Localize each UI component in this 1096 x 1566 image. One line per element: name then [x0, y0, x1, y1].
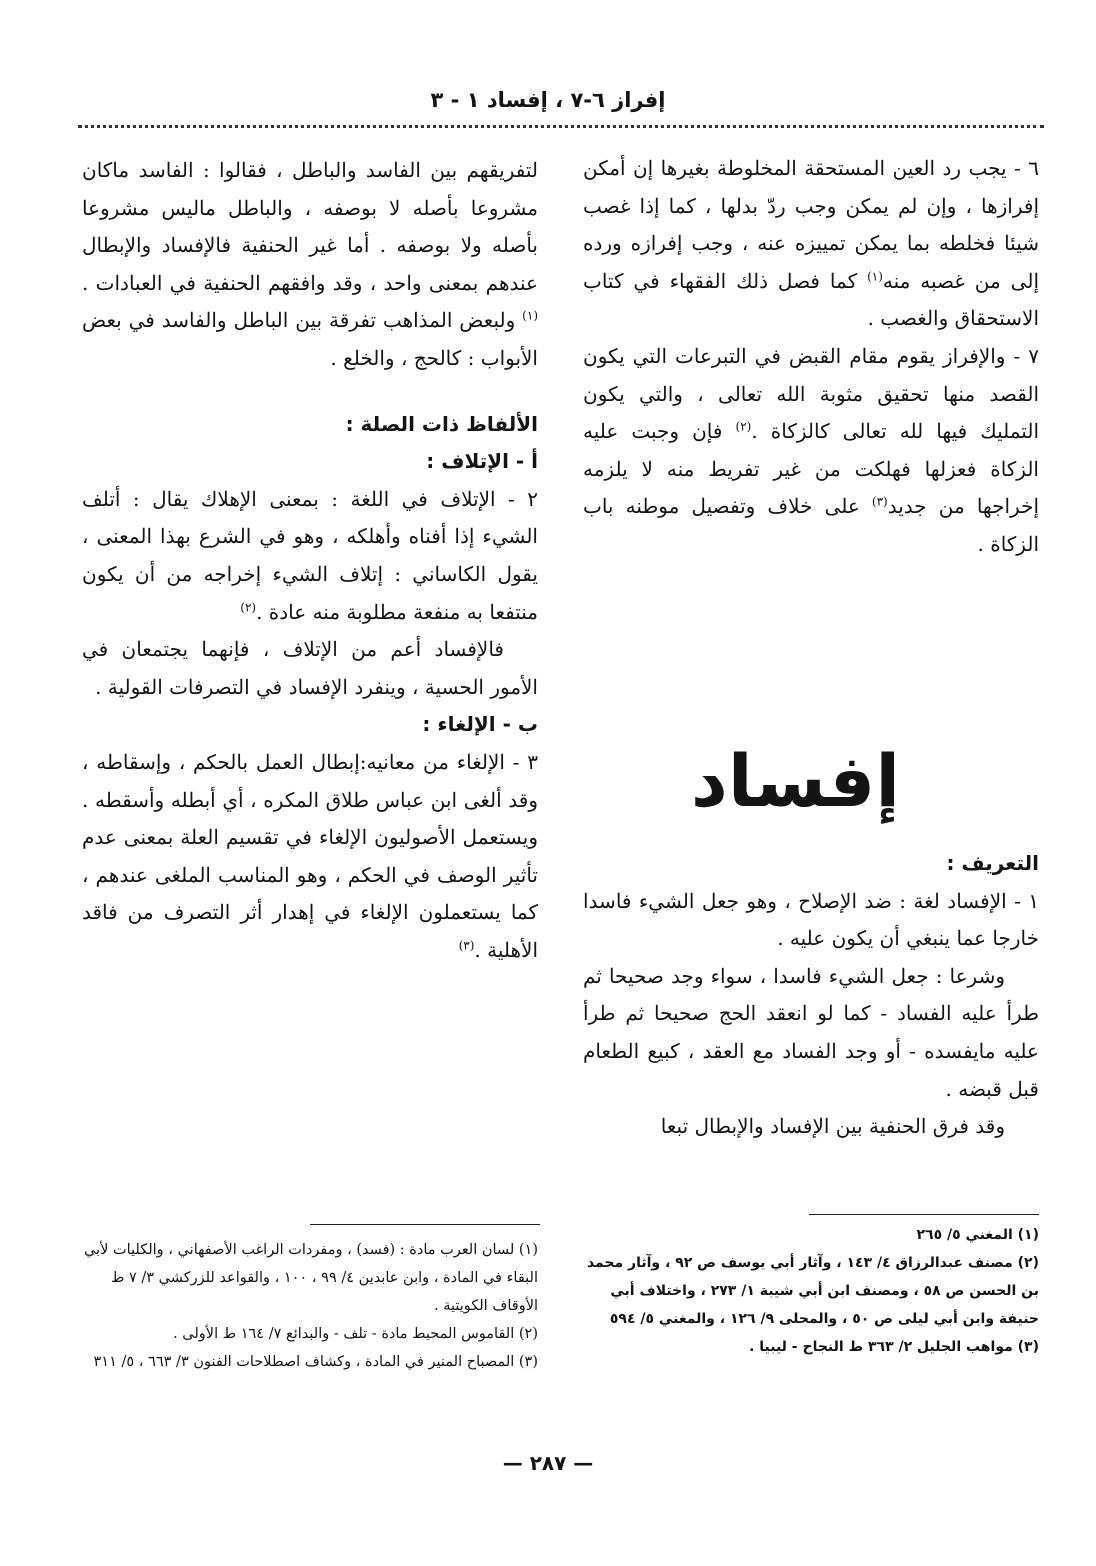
- spacer: [82, 378, 538, 406]
- footnote-mark: (٢): [735, 419, 752, 434]
- footnotes-left: [82, 1236, 538, 1376]
- left-column: [82, 152, 538, 969]
- footnote-rule-right: [809, 1214, 1039, 1215]
- subheading-ilgha: ب - الإلغاء :: [422, 712, 538, 737]
- footnote: (٣) المصباح المنير في المادة ، وكشاف اصطلاحات الفنون ٣/ ٦٦٣ ، ٥/ ٣١١: [93, 1354, 538, 1370]
- paragraph-1: ١ - الإفساد لغة : ضد الإصلاح ، وهو جعل الشيء فاسدا خارجا عما ينبغي أن يكون عليه .: [583, 888, 1039, 951]
- related-terms-heading: الألفاظ ذات الصلة :: [345, 411, 538, 436]
- header-dotted-rule: [78, 125, 1044, 128]
- paragraph-6: ٦ - يجب رد العين المستحقة المخلوطة بغيرها إن أمكن إفرازها ، وإن لم يمكن وجب ردّ بدلها ، كما إذا غصب شيئا فخلطه بما يمكن تمييزه عنه ، وجب إفرازه ورده إلى من غصبه منه$^{(١)}$ كما فصل ذلك الفقهاء في كتاب الاستحقاق والغصب .: [583, 156, 1040, 331]
- paragraph-2: ٢ - الإتلاف في اللغة : بمعنى الإهلاك يقال : أتلف الشيء إذا أفناه وأهلكه ، وهو في الشرع بهذا المعنى ، يقول الكاساني : إتلاف الشيء إخراجه من أن يكون منتفعا به منفعة مطلوبة منه عادة .$^{(٢)}$: [82, 486, 538, 624]
- footnote: (١) المغني ٥/ ٢٦٥: [916, 1227, 1039, 1243]
- definition-heading: التعريف :: [946, 851, 1039, 875]
- footnote-mark: (٣): [458, 938, 475, 953]
- paragraph-7: ٧ - والإفراز يقوم مقام القبض في التبرعات التي يكون القصد منها تحقيق مثوبة الله تعالى ، والتي يكون التمليك فيها لله تعالى كالزكاة .$^{(٢)}$ فإن وجبت عليه الزكاة فعزلها فهلكت من غير تفريط منه لا يلزمه إخراجها من جديد$^{(٣)}$ على خلاف وتفصيل موطنه باب الزكاة .: [583, 343, 1040, 556]
- footnote: (٣) مواهب الجليل ٢/ ٣٦٣ ط النجاح - ليبيا .: [749, 1339, 1039, 1355]
- footnote: (٢) مصنف عبدالرزاق ٤/ ١٤٣ ، وآثار أبي يوسف ص ٩٢ ، وآثار محمد بن الحسن ص ٥٨ ، ومصنف ابن أبي شيبة ١/ ٢٧٣ ، واختلاف أبي حنيفة وابن أبي ليلى ص ٥٠ ، والمحلى ٩/ ١٢٦ ، والمغني ٥/ ٥٩٤: [586, 1255, 1039, 1327]
- footnotes-right: [583, 1221, 1039, 1361]
- footnote-mark: (١): [522, 308, 538, 323]
- footnote: (١) لسان العرب مادة : (فسد) ، ومفردات الراغب الأصفهاني ، والكليات لأبي البقاء في المادة ، وابن عابدين ٤/ ٩٩ ، ١٠٠ ، والقواعد للزركشي ٣/ ٧ ط الأوقاف الكويتية .: [83, 1242, 538, 1314]
- footnote-mark: (٢): [240, 599, 257, 614]
- right-column-top: [583, 150, 1039, 564]
- paragraph-3: ٣ - الإلغاء من معانيه:إبطال العمل بالحكم ، وإسقاطه ، وقد ألغى ابن عباس طلاق المكره ، أي أبطله وأسقطه . ويستعمل الأصوليون الإلغاء في تقسيم العلة بمعنى عدم تأثير الوصف في الحكم ، وهو المناسب الملغى عندهم ، كما يستعملون الإلغاء في إهدار أثر التصرف من فاقد الأهلية .$^{(٣)}$: [82, 749, 538, 962]
- running-header: إفراز ٦-٧ ، إفساد ١ - ٣: [430, 88, 666, 112]
- paragraph-hanafi: وقد فرق الحنفية بين الإفساد والإبطال تبعا: [660, 1114, 1005, 1139]
- footnote: (٢) القاموس المحيط مادة - تلف - والبدائع ٧/ ١٦٤ ط الأولى .: [173, 1326, 538, 1342]
- right-column-bottom: [583, 845, 1039, 1146]
- paragraph-continuation: لتفريقهم بين الفاسد والباطل ، فقالوا : الفاسد ماكان مشروعا بأصله لا بوصفه ، والباطل ماليس مشروعا بأصله ولا بوصفه . أما غير الحنفية فالإفساد والإبطال عندهم بمعنى واحد ، وقد وافقهم الحنفية في العبادات .$^{(١)}$ ولبعض المذاهب تفرقة بين الباطل والفاسد في بعض الأبواب : كالحج ، والخلع .: [82, 158, 538, 370]
- subheading-itlaf: أ - الإتلاف :: [426, 449, 538, 474]
- footnote-mark: (١): [867, 269, 883, 284]
- paragraph-2b: فالإفساد أعم من الإتلاف ، فإنهما يجتمعان في الأمور الحسية ، وينفرد الإفساد في التصرفات القولية .: [82, 637, 538, 699]
- footnote-rule-left: [310, 1224, 540, 1225]
- footnote-mark: (٣): [871, 494, 888, 509]
- section-title: إفساد: [690, 739, 900, 823]
- paragraph-shar: وشرعا : جعل الشيء فاسدا ، سواء وجد صحيحا ثم طرأ عليه الفساد - كما لو انعقد الحج صحيحا ثم طرأ عليه مايفسده - أو وجد الفساد مع العقد ، كبيع الطعام قبل قبضه .: [583, 963, 1039, 1101]
- page-number: — ٢٨٧ —: [502, 1451, 594, 1475]
